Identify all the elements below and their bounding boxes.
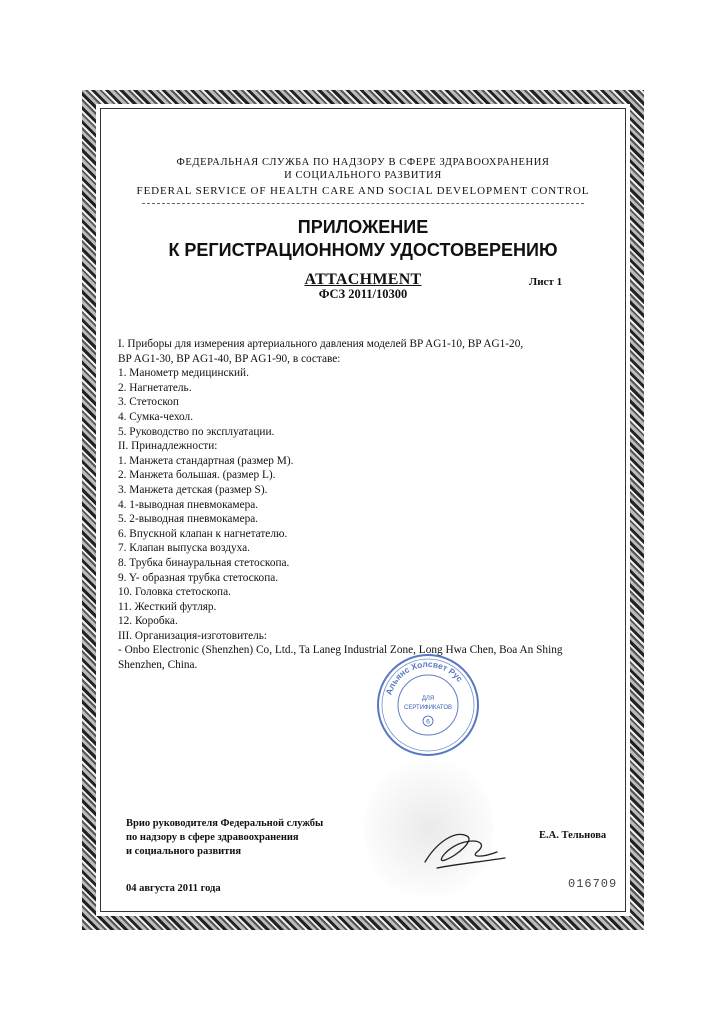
body-line: 3. Стетоскоп — [118, 396, 179, 409]
body-line: 2. Манжета большая. (размер L). — [118, 469, 276, 482]
sheet-number: Лист 1 — [529, 276, 563, 288]
stamp-center-line2: СЕРТИФИКАТОВ — [403, 705, 453, 711]
certification-stamp — [375, 652, 481, 758]
body-line: 4. Сумка-чехол. — [118, 410, 194, 423]
body-line: 1. Манометр медицинский. — [118, 367, 249, 380]
stamp-center-line1: ДЛЯ — [421, 696, 435, 702]
body-line: 5. 2-выводная пневмокамера. — [118, 513, 259, 526]
certificate-sheet — [82, 90, 644, 930]
body-line: II. Принадлежности: — [118, 440, 218, 453]
body-line: 6. Впускной клапан к нагнетателю. — [118, 527, 288, 540]
signer-name: Е.А. Тельнова — [539, 830, 607, 841]
body-line: 7. Клапан выпуска воздуха. — [118, 542, 250, 555]
body-line: BP AG1-30, BP AG1-40, BP AG1-90, в составе: — [118, 352, 341, 365]
body-line: 10. Головка стетоскопа. — [118, 586, 231, 599]
body-line: 8. Трубка бинауральная стетоскопа. — [118, 556, 290, 569]
header-divider — [142, 203, 584, 204]
document-content — [82, 90, 644, 930]
stamp-number: 6 — [426, 718, 430, 726]
body-line: 3. Манжета детская (размер S). — [118, 483, 268, 496]
signer-title-line2: по надзору в сфере здравоохранения — [126, 832, 299, 843]
stamp-ring-text: Альянс Холсвет Рус — [383, 658, 465, 697]
signer-title-line3: и социального развития — [126, 846, 242, 857]
agency-name-ru-line1: ФЕДЕРАЛЬНАЯ СЛУЖБА ПО НАДЗОРУ В СФЕРЕ ЗДРАВООХРАНЕНИЯ — [176, 157, 550, 168]
document-title-line2: К РЕГИСТРАЦИОННОМУ УДОСТОВЕРЕНИЮ — [168, 240, 558, 260]
attachment-label: ATTACHMENT — [304, 271, 422, 288]
form-serial-number: 016709 — [568, 877, 618, 891]
body-line: 11. Жесткий футляр. — [118, 600, 217, 613]
body-line: 5. Руководство по эксплуатации. — [118, 425, 275, 438]
signer-title-line1: Врио руководителя Федеральной службы — [126, 818, 324, 829]
body-line: 1. Манжета стандартная (размер M). — [118, 454, 294, 467]
agency-name-en: FEDERAL SERVICE OF HEALTH CARE AND SOCIAL DEVELOPMENT CONTROL — [136, 185, 590, 197]
handwritten-signature — [417, 822, 507, 877]
svg-text:Альянс Холсвет Рус — [384, 659, 466, 696]
registration-number: ФСЗ 2011/10300 — [318, 287, 408, 301]
body-line: I. Приборы для измерения артериального давления моделей BP AG1-10, BP AG1-20, — [118, 338, 524, 350]
body-line: 2. Нагнетатель. — [118, 381, 192, 394]
body-line: - Onbo Electronic (Shenzhen) Co, Ltd., Ta Laneg Industrial Zone, Long Hwa Chen, Boa An Shing — [118, 644, 563, 657]
issue-date: 04 августа 2011 года — [126, 883, 221, 894]
body-line: 12. Коробка. — [118, 615, 178, 628]
document-title-line1: ПРИЛОЖЕНИЕ — [297, 217, 429, 237]
body-line: 4. 1-выводная пневмокамера. — [118, 498, 259, 511]
signer-title — [126, 817, 366, 859]
body-line: Shenzhen, China. — [118, 659, 198, 672]
agency-name-ru-line2: И СОЦИАЛЬНОГО РАЗВИТИЯ — [284, 170, 442, 181]
body-line: 9. Y- образная трубка стетоскопа. — [118, 571, 279, 584]
body-text — [118, 337, 618, 673]
body-line: III. Организация-изготовитель: — [118, 629, 268, 642]
